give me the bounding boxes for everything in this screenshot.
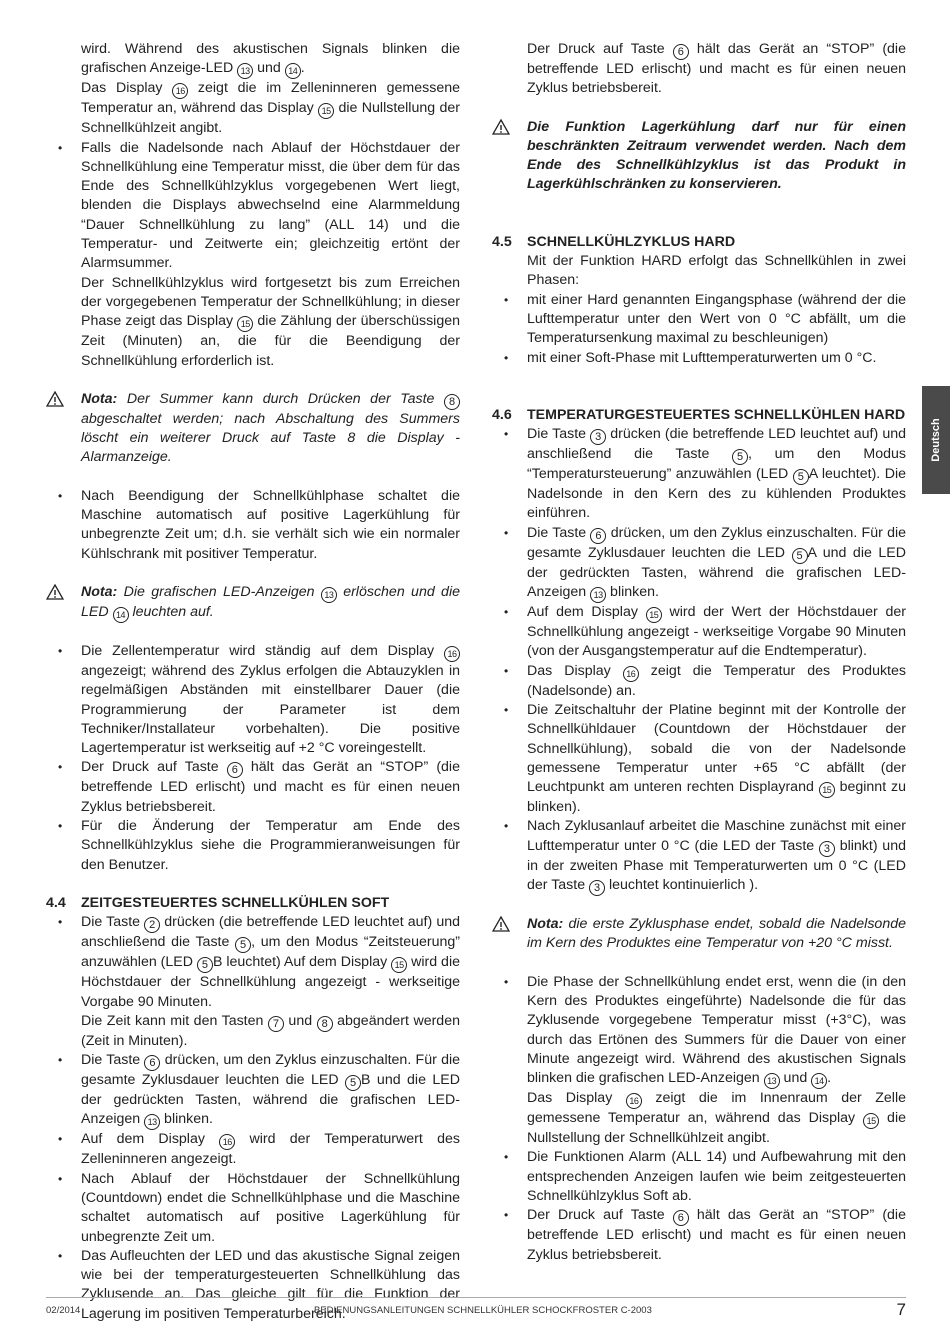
bullet-item: • Falls die Nadelsonde nach Ablauf der Höchstdauer der Schnellkühlung eine Temperatur misst, die über dem für das Ende des Schnellkühlzyklus vorgegebenen Wert liegt, blenden die Displays abwechselnd eine Alarmmeldung “Dauer Schnellkühlung zu lang” (ALL 14) und die Temperatur- und Zeitwerte ein; gleichzeitig ertönt der Alarmsummer. xyxy=(46,139,460,274)
section-number: 4.5 xyxy=(492,233,512,250)
section-title: ZEITGESTEUERTES SCHNELLKÜHLEN SOFT xyxy=(81,894,390,911)
footer-date: 02/2014 xyxy=(46,1305,81,1316)
section-title: TEMPERATURGESTEUERTES SCHNELLKÜHLEN HARD xyxy=(527,406,906,423)
bullet-item: • mit einer Hard genannten Eingangsphase (während der die Lufttemperatur unter den Wert von 0 °C abfällt, um die Temperatursenkung maximal zu beschleunigen) xyxy=(492,291,906,349)
paragraph: Das Display 16 zeigt die im Innenraum der Zelle gemessene Temperatur an, während das Display 15 die Nullstellung der Schnellkühlzeit angibt. xyxy=(527,1090,906,1147)
circled-number: 14 xyxy=(285,63,301,79)
circled-number: 5 xyxy=(235,937,251,953)
note-label: Nota: xyxy=(527,916,564,933)
circled-number: 13 xyxy=(590,587,606,603)
section-title: SCHNELLKÜHLZYKLUS HARD xyxy=(527,233,736,250)
warning-block xyxy=(492,118,906,195)
section-heading xyxy=(492,406,906,425)
circled-number: 13 xyxy=(237,63,253,79)
paragraph: Das Display 16 zeigt die im Zelleninneren gemessene Temperatur an, während das Display 15 die Nullstellung der Schnellkühlzeit angibt. xyxy=(81,80,461,137)
paragraph: Der Schnellkühlzyklus wird fortgesetzt bis zum Erreichen der vorgegebenen Temperatur der Schnellkühlung; in dieser Phase zeigt das Display 15 die Zählung der überschüssigen Zeit (Minuten) an, die für die Beendigung der Schnellkühlung erforderlich ist. xyxy=(81,274,460,369)
bullet-item: • mit einer Soft-Phase mit Lufttemperaturwerten um 0 °C. xyxy=(492,349,906,368)
circled-number: 3 xyxy=(819,841,835,857)
bullet-item: • Der Druck auf Taste 6 hält das Gerät an “STOP” (die betreffende LED erlischt) und macht es für einen neuen Zyklus betriebsbereit. xyxy=(46,758,460,817)
circled-number: 5 xyxy=(345,1075,361,1091)
circled-number: 2 xyxy=(144,917,160,933)
circled-number: 15 xyxy=(391,957,407,973)
circled-number: 16 xyxy=(444,646,460,662)
language-label: Deutsch xyxy=(930,418,942,462)
circled-number: 13 xyxy=(144,1114,160,1130)
circled-number: 5 xyxy=(732,449,748,465)
note-label: Nota: xyxy=(81,390,118,407)
bullet-item: • Die Taste 2 drücken (die betreffende LED leuchtet auf) und anschließend die Taste 5 , um den Modus “Zeitsteuerung” anzuwählen (LED 5 B leuchtet) Auf dem Display 15 wird die Höchstdauer der Schnellkühlung angezeigt - werkseitige Vorgabe 90 Minuten. xyxy=(46,913,460,1012)
circled-number: 6 xyxy=(673,44,689,60)
paragraph: wird. Während des akustischen Signals blinken die grafischen Anzeige-LED 13 und 14 . xyxy=(46,40,460,79)
circled-number: 15 xyxy=(863,1113,879,1129)
circled-number: 5 xyxy=(792,548,808,564)
circled-number: 3 xyxy=(589,880,605,896)
circled-number: 13 xyxy=(764,1073,780,1089)
note-text: Die grafischen LED-Anzeigen 13 erlöschen und die LED 14 leuchten auf. xyxy=(81,584,460,620)
circled-number: 16 xyxy=(172,83,188,99)
warning-icon xyxy=(492,916,510,932)
circled-number: 14 xyxy=(811,1073,827,1089)
warning-icon xyxy=(492,119,510,135)
note-block xyxy=(492,915,906,954)
bullet-item: • Das Aufleuchten der LED und das akustische Signal zeigen wie bei der temperaturgesteuerten Schnellkühlung das Zyklusende an. Das gleiche gilt für die Funktion der Lagerung im positiven Temperaturbereich. xyxy=(46,1247,460,1324)
note-text: Der Summer kann durch Drücken der Taste 8 abgeschaltet werden; nach Abschaltung des Summers löscht ein weiterer Druck auf Taste 8 die Display -Alarmanzeige. xyxy=(81,390,460,466)
footer-title: BEDIENUNGSANLEITUNGEN SCHNELLKÜHLER SCHOCKFROSTER C-2003 xyxy=(314,1305,652,1316)
section-number: 4.4 xyxy=(46,894,66,911)
circled-number: 6 xyxy=(227,762,243,778)
circled-number: 15 xyxy=(318,103,334,119)
right-column xyxy=(492,40,906,1265)
paragraph: Mit der Funktion HARD erfolgt das Schnellkühlen in zwei Phasen: xyxy=(527,253,906,289)
section-heading xyxy=(46,894,460,913)
warning-icon xyxy=(46,391,64,407)
bullet-item: • Die Funktionen Alarm (ALL 14) und Aufbewahrung mit den entsprechenden Anzeigen laufen wie beim zeitgesteuerten Schnellkühlzyklus Soft ab. xyxy=(492,1148,906,1206)
circled-number: 7 xyxy=(268,1016,284,1032)
circled-number: 15 xyxy=(237,316,253,332)
circled-number: 13 xyxy=(321,587,337,603)
paragraph: Der Druck auf Taste 6 hält das Gerät an “STOP” (die betreffende LED erlischt) und macht es für einen neuen Zyklus betriebsbereit. xyxy=(527,41,906,97)
bullet-item: • Die Zellentemperatur wird ständig auf dem Display 16 angezeigt; während des Zyklus erfolgen die Abtauzyklen in regelmäßigen Abständen mit einstellbarer Dauer (die Programmierung der Parameter ist dem Techniker/Installateur vorbehalten). Die positive Lagertemperatur ist werkseitig auf +2 °C voreingestellt. xyxy=(46,642,460,758)
bullet-item: • Die Taste 3 drücken (die betreffende LED leuchtet auf) und anschließend die Taste 5 , um den Modus “Temperatursteuerung” anzuwählen (LED 5 A leuchtet). Die Nadelsonde in den Kern des zu kühlenden Produktes einführen. xyxy=(492,425,906,524)
bullet-item: • Nach Zyklusanlauf arbeitet die Maschine zunächst mit einer Lufttemperatur unter 0 °C (die LED der Taste 3 blinkt) und in der zweiten Phase mit Temperaturwerten um 0 °C (LED der Taste 3 leuchtet kontinuierlich ). xyxy=(492,817,906,896)
bullet-item: • Für die Änderung der Temperatur am Ende des Schnellkühlzyklus siehe die Programmieranweisungen für den Benutzer. xyxy=(46,817,460,875)
circled-number: 15 xyxy=(819,782,835,798)
bullet-item: • Die Phase der Schnellkühlung endet erst, wenn die (in den Kern des Produktes eingeführte) Nadelsonde die für das Zyklusende vorgegebene Temperatur misst (+3°C), was durch das Ertönen des Summers für die Dauer von einer Minute angezeigt wird. Während des akustischen Signals blinken die grafischen LED-Anzeigen 13 und 14 . xyxy=(492,973,906,1089)
note-text: die erste Zyklusphase endet, sobald die Nadelsonde im Kern des Produktes eine Temperatur von +20 °C misst. xyxy=(527,916,906,952)
circled-number: 16 xyxy=(219,1134,235,1150)
circled-number: 16 xyxy=(623,666,639,682)
left-column xyxy=(46,40,460,1324)
bullet-item: • Der Druck auf Taste 6 hält das Gerät an “STOP” (die betreffende LED erlischt) und macht es für einen neuen Zyklus betriebsbereit. xyxy=(492,1206,906,1265)
bullet-item: • Auf dem Display 16 wird der Temperaturwert des Zelleninneren angezeigt. xyxy=(46,1130,460,1169)
note-label: Nota: xyxy=(81,583,118,600)
circled-number: 16 xyxy=(626,1093,642,1109)
circled-number: 15 xyxy=(646,607,662,623)
bullet-item: • Nach Beendigung der Schnellkühlphase schaltet die Maschine automatisch auf positive Lagerkühlung für unbegrenzte Zeit um; d.h. sie verhält sich wie ein normaler Kühlschrank mit positiver Temperatur. xyxy=(46,487,460,564)
warning-icon xyxy=(46,584,64,600)
circled-number: 6 xyxy=(144,1055,160,1071)
bullet-item: • Die Taste 6 drücken, um den Zyklus einzuschalten. Für die gesamte Zyklusdauer leuchten die LED 5 A und die LED der gedrückten Tasten, während die grafischen LED-Anzeigen 13 blinken. xyxy=(492,524,906,603)
circled-number: 8 xyxy=(444,394,460,410)
language-tab xyxy=(922,386,950,494)
paragraph: Die Zeit kann mit den Tasten 7 und 8 abgeändert werden (Zeit in Minuten). xyxy=(81,1012,460,1049)
footer-divider xyxy=(46,1297,906,1298)
bullet-item: • Das Display 16 zeigt die Temperatur des Produktes (Nadelsonde) an. xyxy=(492,662,906,701)
circled-number: 6 xyxy=(673,1210,689,1226)
circled-number: 8 xyxy=(317,1016,333,1032)
page-number: 7 xyxy=(896,1300,906,1319)
bullet-item: • Die Taste 6 drücken, um den Zyklus einzuschalten. Für die gesamte Zyklusdauer leuchten die LED 5 B und die LED der gedrückten Tasten, während die grafischen LED-Anzeigen 13 blinken. xyxy=(46,1051,460,1130)
note-block xyxy=(46,390,460,468)
circled-number: 5 xyxy=(197,957,213,973)
warning-text: Die Funktion Lagerkühlung darf nur für einen beschränkten Zeitraum verwendet werden. Nach dem Ende des Schnellkühlzyklus ist das Produkt in Lagerkühlschränken zu konservieren. xyxy=(527,118,906,193)
bullet-item: • Auf dem Display 15 wird der Wert der Höchstdauer der Schnellkühlung angezeigt - werkseitige Vorgabe 90 Minuten (von der Ausgangstemperatur auf die Endtemperatur). xyxy=(492,603,906,662)
circled-number: 6 xyxy=(590,528,606,544)
bullet-item: • Die Zeitschaltuhr der Platine beginnt mit der Kontrolle der Schnellkühldauer (Countdown der Höchstdauer der Schnellkühlung), sobald die von der Nadelsonde gemessene Temperatur unter +65 °C abfällt (der Leuchtpunkt am unteren rechten Displayrand 15 beginnt zu blinken). xyxy=(492,701,906,817)
circled-number: 14 xyxy=(113,607,129,623)
circled-number: 3 xyxy=(590,429,606,445)
bullet-item: • Nach Ablauf der Höchstdauer der Schnellkühlung (Countdown) endet die Schnellkühlphase und die Maschine schaltet automatisch auf positive Lagerkühlung für unbegrenzte Zeit um. xyxy=(46,1170,460,1247)
section-number: 4.6 xyxy=(492,406,512,423)
section-heading xyxy=(492,233,906,252)
note-block xyxy=(46,583,460,623)
circled-number: 5 xyxy=(793,469,809,485)
